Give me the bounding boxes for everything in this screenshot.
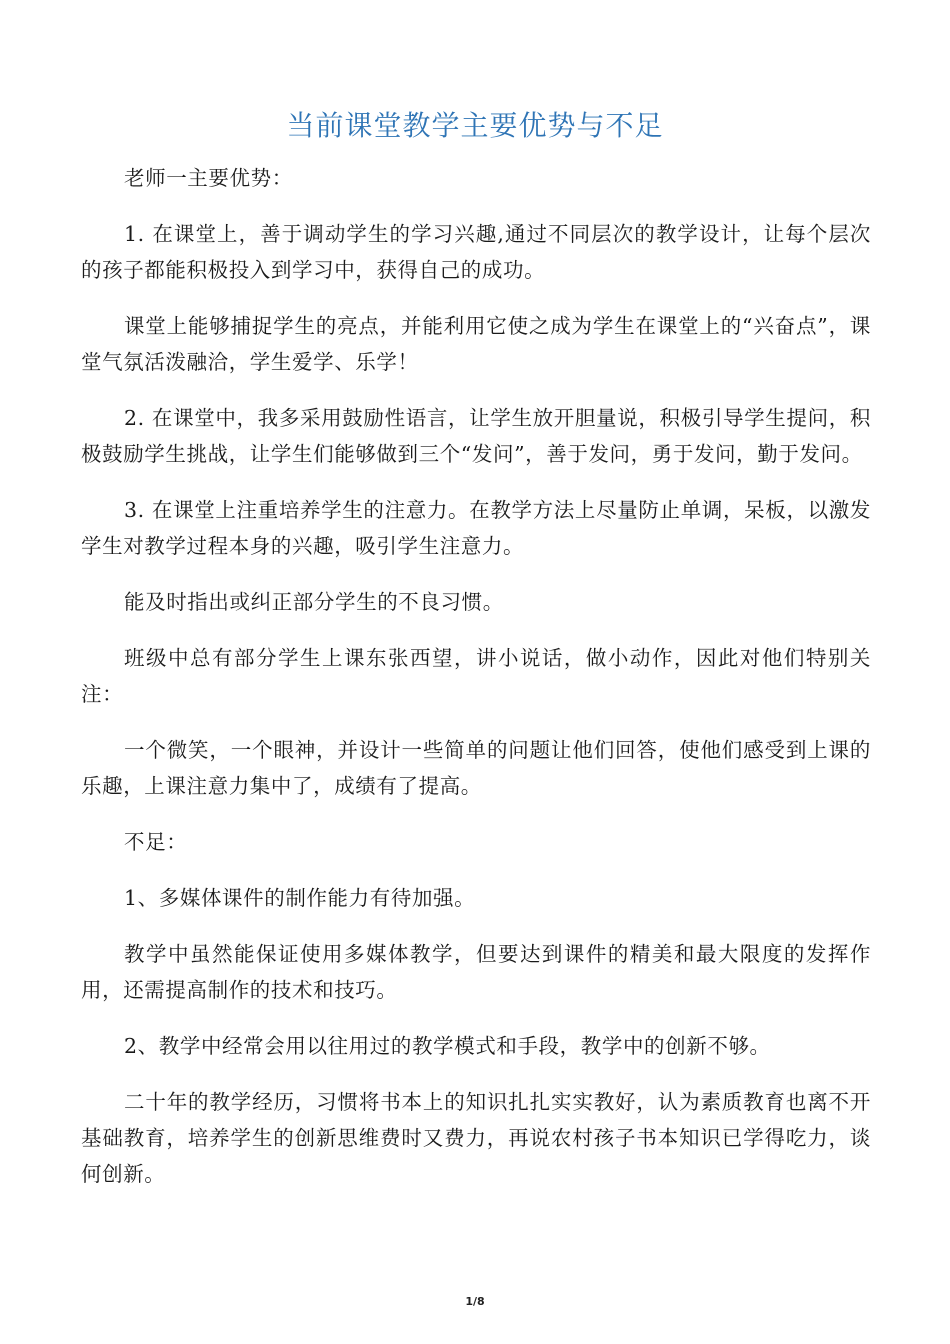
paragraph-3: 课堂上能够捕捉学生的亮点，并能利用它使之成为学生在课堂上的“兴奋点”，课堂气氛活泼融洽，学生爱学、乐学！ [81,314,871,374]
page-number: 1/8 [465,1295,485,1308]
paragraph-12: 2、教学中经常会用以往用过的教学模式和手段，教学中的创新不够。 [124,1034,771,1058]
paragraph-10: 1、多媒体课件的制作能力有待加强。 [124,886,476,910]
paragraph-8: 一个微笑，一个眼神，并设计一些简单的问题让他们回答，使他们感受到上课的乐趣，上课注意力集中了，成绩有了提高。 [81,738,871,798]
paragraph-4: 2. 在课堂中，我多采用鼓励性语言，让学生放开胆量说，积极引导学生提问，积极鼓励学生挑战，让学生们能够做到三个“发问”，善于发问，勇于发问，勤于发问。 [81,406,871,466]
paragraph-13: 二十年的教学经历，习惯将书本上的知识扎扎实实教好，认为素质教育也离不开基础教育，培养学生的创新思维费时又费力，再说农村孩子书本知识已学得吃力，谈何创新。 [81,1090,871,1186]
paragraph-5: 3. 在课堂上注重培养学生的注意力。在教学方法上尽量防止单调，呆板，以激发学生对教学过程本身的兴趣，吸引学生注意力。 [81,498,871,558]
paragraph-9: 不足： [124,830,188,854]
paragraph-2: 1. 在课堂上，善于调动学生的学习兴趣,通过不同层次的教学设计，让每个层次的孩子都能积极投入到学习中，获得自己的成功。 [81,222,871,282]
paragraph-7: 班级中总有部分学生上课东张西望，讲小说话，做小动作，因此对他们特别关注： [81,646,871,706]
page-title: 当前课堂教学主要优势与不足 [286,109,664,142]
paragraph-11: 教学中虽然能保证使用多媒体教学，但要达到课件的精美和最大限度的发挥作用，还需提高制作的技术和技巧。 [81,942,871,1002]
document-body [81,160,871,1212]
paragraph-6: 能及时指出或纠正部分学生的不良习惯。 [124,590,504,614]
paragraph-1: 老师一主要优势： [124,166,293,190]
